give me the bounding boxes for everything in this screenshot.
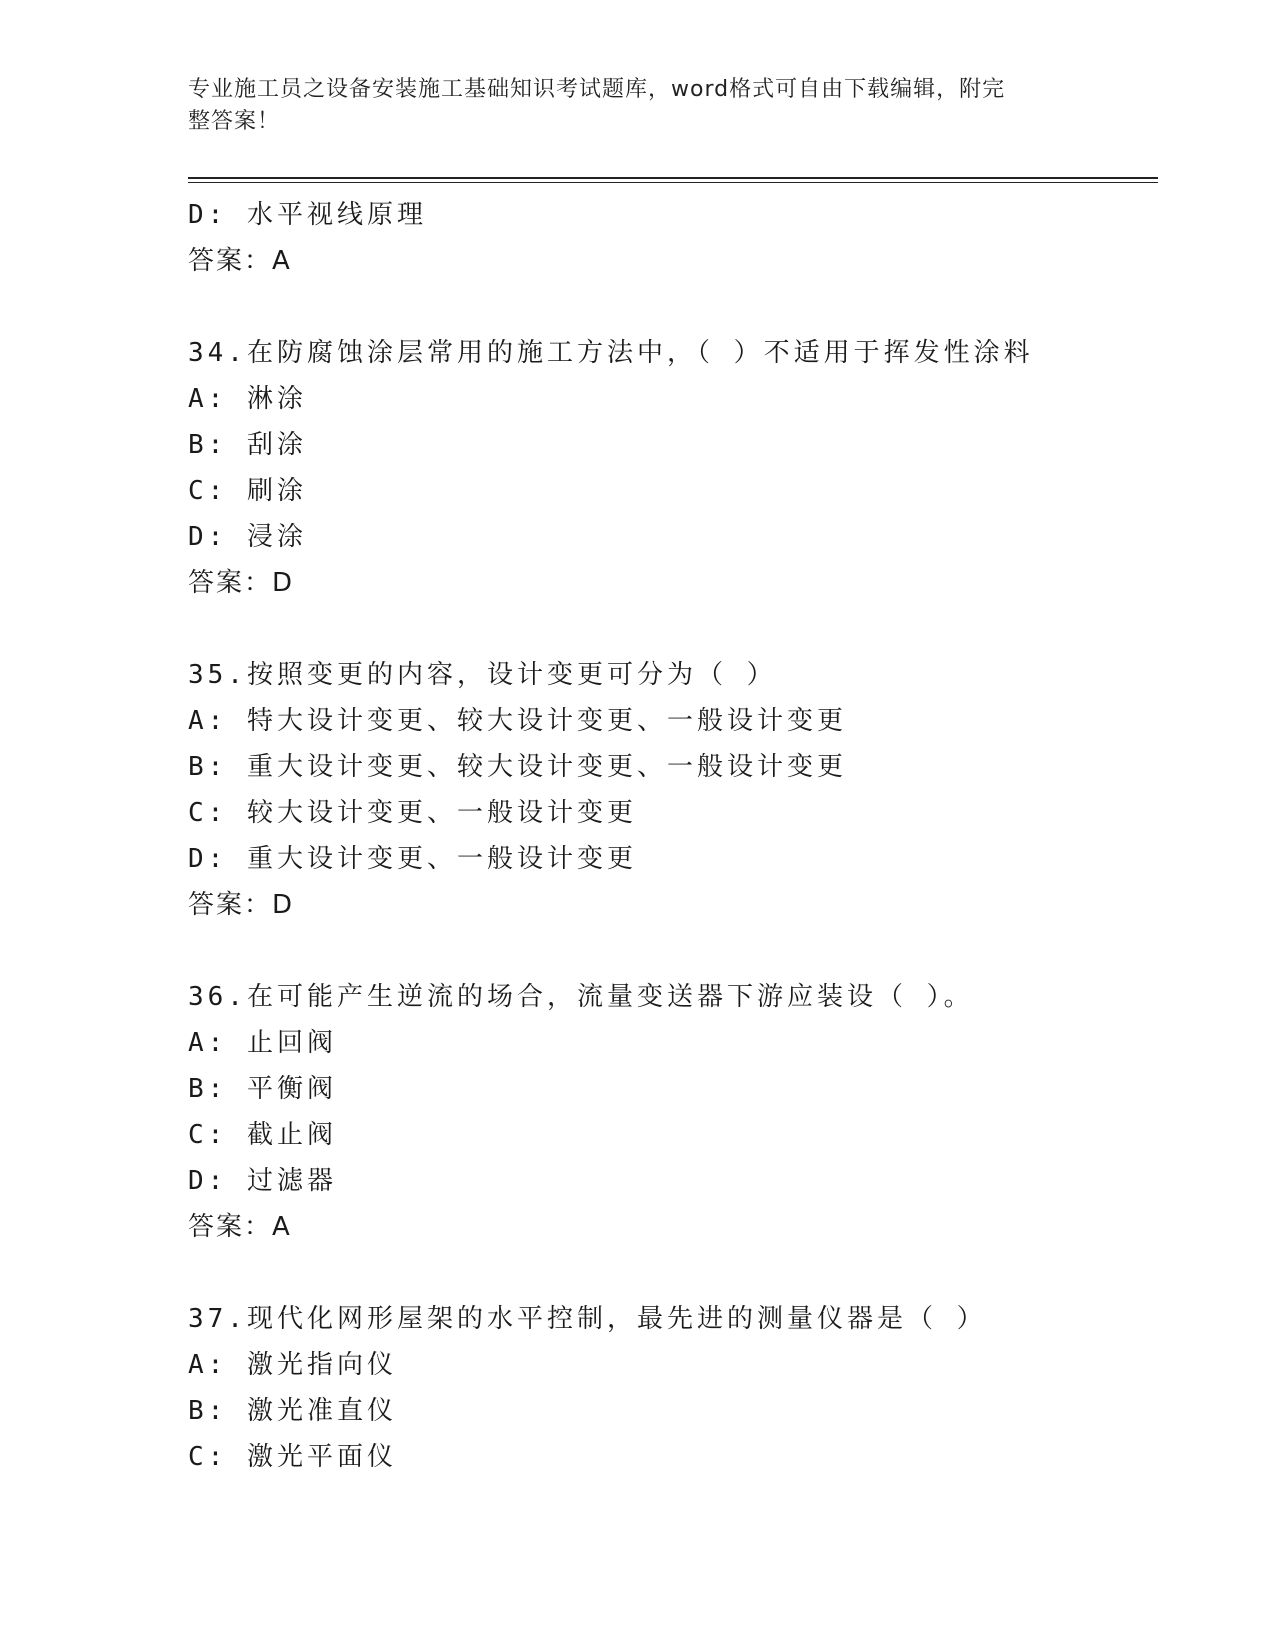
header-line-1: 专业施工员之设备安装施工基础知识考试题库，word格式可自由下载编辑，附完 bbox=[188, 77, 1006, 102]
question-36-stem: 36.在可能产生逆流的场合，流量变送器下游应装设（ ）。 bbox=[188, 982, 974, 1012]
question-36-option-a: A: 止回阀 bbox=[188, 1028, 337, 1058]
question-34-option-c: C: 刷涂 bbox=[188, 476, 307, 506]
question-list bbox=[188, 192, 1148, 1480]
question-35-answer: 答案：D bbox=[188, 890, 295, 920]
question-36-option-b: B: 平衡阀 bbox=[188, 1074, 337, 1104]
question-35-option-a: A: 特大设计变更、较大设计变更、一般设计变更 bbox=[188, 706, 847, 736]
question-35-option-d: D: 重大设计变更、一般设计变更 bbox=[188, 844, 637, 874]
question-34-option-b: B: 刮涂 bbox=[188, 430, 307, 460]
question-37-option-b: B: 激光准直仪 bbox=[188, 1396, 397, 1426]
header-line-2: 整答案！ bbox=[188, 109, 281, 134]
question-34-option-d: D: 浸涂 bbox=[188, 522, 307, 552]
question-36-answer: 答案：A bbox=[188, 1212, 292, 1242]
question-35-stem: 35.按照变更的内容，设计变更可分为（ ） bbox=[188, 660, 777, 690]
question-36-option-d: D: 过滤器 bbox=[188, 1166, 337, 1196]
question-34-option-a: A: 淋涂 bbox=[188, 384, 307, 414]
question-37-option-a: A: 激光指向仪 bbox=[188, 1350, 397, 1380]
question-34-answer: 答案：D bbox=[188, 568, 295, 598]
question-35-option-b: B: 重大设计变更、较大设计变更、一般设计变更 bbox=[188, 752, 847, 782]
question-37-stem: 37.现代化网形屋架的水平控制，最先进的测量仪器是（ ） bbox=[188, 1304, 987, 1334]
header-divider-thin bbox=[188, 182, 1158, 183]
answer-line: 答案：A bbox=[188, 246, 292, 276]
option-d: D: 水平视线原理 bbox=[188, 200, 427, 230]
document-header bbox=[188, 74, 1078, 138]
question-36-option-c: C: 截止阀 bbox=[188, 1120, 337, 1150]
question-35-option-c: C: 较大设计变更、一般设计变更 bbox=[188, 798, 637, 828]
question-34-stem: 34.在防腐蚀涂层常用的施工方法中，（ ）不适用于挥发性涂料 bbox=[188, 338, 1034, 368]
header-divider bbox=[188, 177, 1158, 179]
question-37-option-c: C: 激光平面仪 bbox=[188, 1442, 397, 1472]
